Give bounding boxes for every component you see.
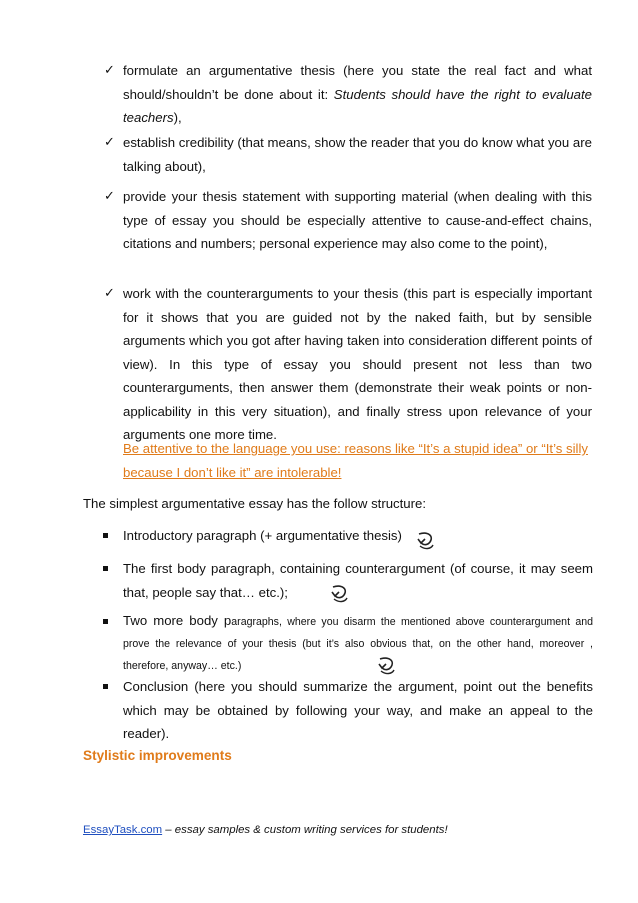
checklist-text: establish credibility (that means, show the reader that you do know what you are talking about), [123, 135, 592, 174]
checkmark-icon: ✓ [104, 63, 115, 78]
structure-item-text: Introductory paragraph (+ argumentative thesis) [123, 528, 402, 543]
structure-item [103, 610, 593, 676]
checklist-text: provide your thesis statement with supporting material (when dealing with this type of essay you should be especially attentive to cause-and-effect chains, citations and numbers; personal experience may also come to the point), [123, 189, 592, 251]
square-bullet-icon [103, 533, 108, 538]
curved-arrow-icon [416, 530, 436, 552]
site-link[interactable]: EssayTask.com [83, 824, 163, 836]
square-bullet-icon [103, 684, 108, 689]
checklist-item [104, 282, 592, 447]
section-heading: Stylistic improvements [83, 748, 232, 763]
page-footer [83, 824, 448, 836]
checklist-text: formulate an argumentative thesis (here you state the real fact and what should/shouldn’t be done about it: [123, 63, 592, 102]
curved-arrow-icon [330, 583, 350, 605]
checklist-text: work with the counterarguments to your thesis (this part is especially important for it shows that you are guided not by the naked faith, but by sensible arguments which you got after having taken into consideration different points of view). In this type of essay you should present not less than two counterarguments, then answer them (demonstrate their weak points or non-applicability in this very situation), and finally stress upon relevance of your arguments one more time. [123, 286, 592, 442]
square-bullet-icon [103, 619, 108, 624]
structure-item [103, 675, 593, 746]
language-warning: Be attentive to the language you use: reasons like “It’s a stupid idea” or “It’s silly because I don’t like it” are intolerable! [123, 441, 588, 480]
structure-item-small-text: aragraphs, where you disarm the mentioned above counterargument and prove the relevance of your thesis (but it’s also obvious that, on the other hand, moreover , therefore, anyway… etc.) [123, 616, 593, 672]
checklist-text-tail: ), [173, 110, 182, 125]
square-bullet-icon [103, 566, 108, 571]
structure-item [103, 524, 593, 548]
structure-intro: The simplest argumentative essay has the follow structure: [83, 496, 427, 511]
checklist-italic-text: Students should have the right to evaluate teachers [123, 86, 592, 125]
checkmark-icon: ✓ [104, 189, 115, 204]
structure-item-text: The first body paragraph, containing counterargument (of course, it may seem that, people say that… etc.); [123, 561, 593, 600]
checklist-item [104, 185, 592, 256]
footer-text: – essay samples & custom writing services for students! [162, 824, 448, 836]
checklist-item [104, 131, 592, 178]
checkmark-icon: ✓ [104, 135, 115, 150]
checkmark-icon: ✓ [104, 286, 115, 301]
checklist-item [104, 59, 592, 130]
structure-item-text: Two more body p [123, 613, 232, 628]
curved-arrow-icon [377, 655, 397, 677]
structure-item-text: Conclusion (here you should summarize the argument, point out the benefits which may be obtained by following your way, and make an appeal to the reader). [123, 679, 593, 741]
